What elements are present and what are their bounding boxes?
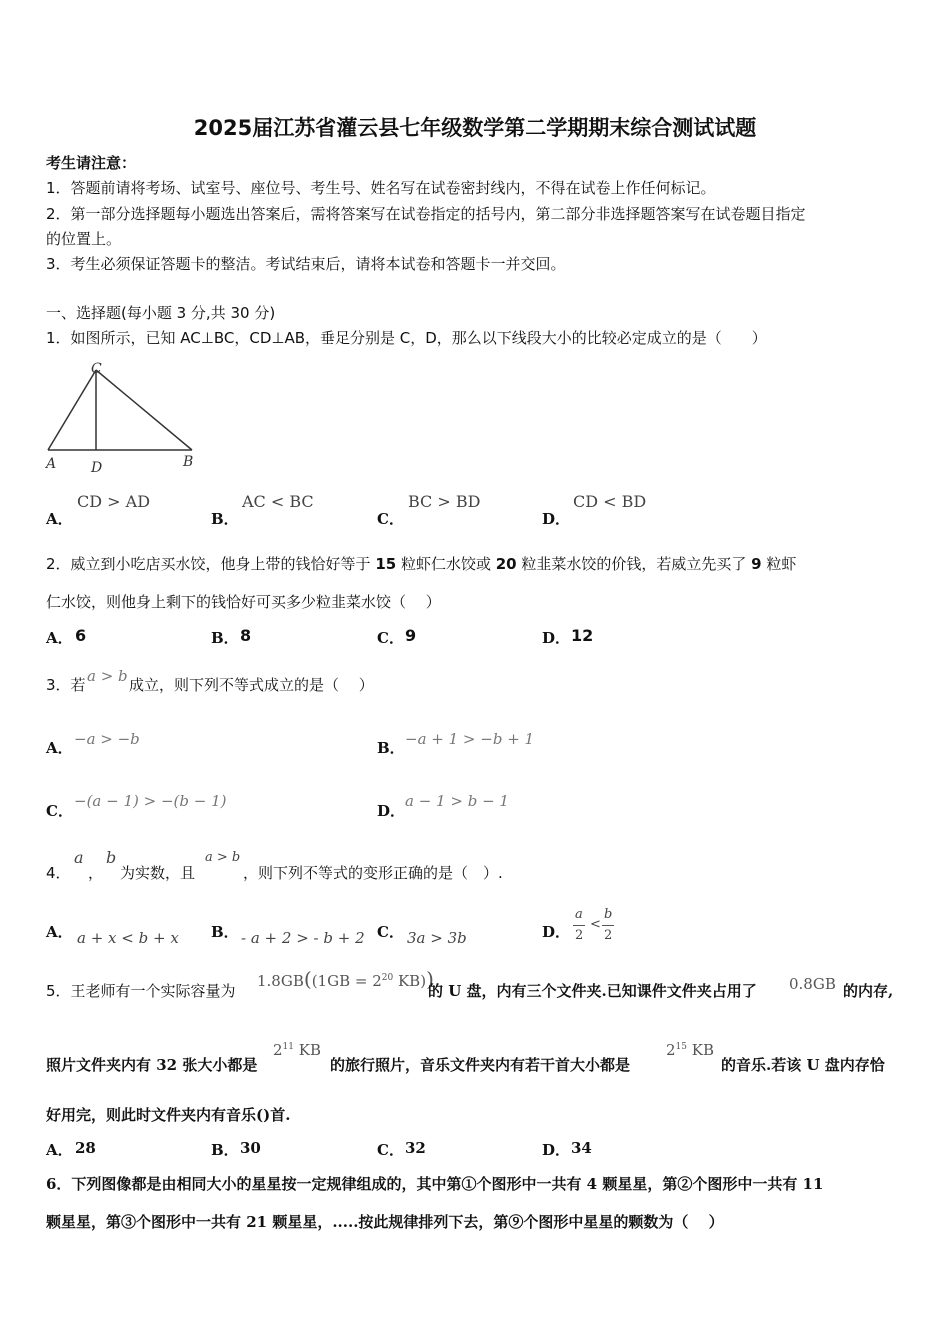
power-unit: KB [687,1041,714,1059]
q2-stem-line1 [46,553,796,574]
label-d: D [91,460,103,476]
q4-number: 4． [46,864,71,882]
q4-option-a-label: A． [46,923,73,941]
q5-line2-a: 照片文件夹内有 32 张大小都是 [46,1056,258,1074]
fraction-bar [602,925,614,926]
q2-option-b-label: B． [211,629,239,647]
q2-option-c: 9 [405,626,417,645]
segment-cb [96,370,192,450]
q4-option-c: 3a > 3b [407,929,467,947]
power-exponent: 11 [282,1042,294,1052]
q5-gb-def: (1GB = 2 [311,972,382,990]
q5-option-c-label: C． [377,1141,404,1159]
q4-option-b-label: B． [211,923,239,941]
fraction-bar [573,925,585,926]
q4-option-a: a + x < b + x [77,929,179,947]
q2-number: 15 [375,555,397,573]
q5-capacity: $1.8GB((1GB = 2^{20}$ KB)) [257,967,434,991]
label-b: B [183,454,194,470]
q1-option-c: BC > BD [408,492,481,511]
q1-option-b: AC < BC [242,492,314,511]
q1-option-b-label: B． [211,510,239,528]
q5-exponent: 20 [381,973,394,983]
q2-number: 20 [495,555,517,573]
q2-text: 2．威立到小吃店买水饺，他身上带的钱恰好等于 [46,555,376,573]
q4-option-d-label: D． [542,923,571,941]
q3-option-b-label: B． [377,739,405,757]
section-heading: 一、选择题(每小题 3 分,共 30 分) [46,304,276,322]
q5-unit: KB) [393,972,427,990]
q3-option-c: −(a − 1) > −(b − 1) [74,792,227,810]
q4-comma: ， [88,864,104,882]
notice-item: 3．考生必须保证答题卡的整洁。考试结束后，请将本试卷和答题卡一并交回。 [46,255,566,273]
q4-var-a: a [74,848,84,867]
q5-stem-pre: 5．王老师有一个实际容量为 [46,982,236,1000]
label-a: A [46,456,57,472]
q3-stem-post: 成立，则下列不等式成立的是（ ） [129,676,374,694]
q5-option-d-label: D． [542,1141,571,1159]
q4-stem-mid: 为实数，且 [120,864,196,882]
segment-ac [48,370,96,450]
power-unit: KB [294,1041,321,1059]
q1-triangle-figure [40,358,210,478]
q5-line2-b: 的旅行照片，音乐文件夹内有若干首大小都是 [330,1056,631,1074]
q1-option-a-label: A． [46,510,73,528]
q2-option-b: 8 [240,626,252,645]
q3-option-b: −a + 1 > −b + 1 [405,730,535,748]
less-than: < [590,917,601,932]
q4-option-b: - a + 2 > - b + 2 [241,929,365,947]
fraction-denominator: 2 [604,928,613,943]
q5-option-b-label: B． [211,1141,239,1159]
q4-stem-post: ，则下列不等式的变形正确的是（ ）. [243,864,503,882]
q5-music-size [666,1041,714,1059]
q3-option-a: −a > −b [74,730,140,748]
q5-line3: 好用完，则此时文件夹内有音乐()首. [46,1106,291,1124]
power-exponent: 15 [675,1042,687,1052]
q3-stem-pre: 3．若 [46,676,86,694]
q5-capacity-value: 1.8GB [257,972,304,990]
q5-option-a-label: A． [46,1141,73,1159]
page-title: 2025届江苏省灌云县七年级数学第二学期期末综合测试试题 [193,116,757,140]
q1-option-d-label: D． [542,510,571,528]
label-c: C [91,361,102,377]
notice-heading: 考生请注意： [46,154,137,172]
fraction-denominator: 2 [575,928,584,943]
q5-option-a: 28 [75,1139,96,1157]
q5-line2-c: 的音乐.若该 U 盘内存恰 [721,1056,885,1074]
q5-stem-post2: 的内存, [843,982,894,1000]
q5-photo-size [273,1041,321,1059]
q4-condition: a > b [205,850,241,865]
q2-stem-line2: 仁水饺，则他身上剩下的钱恰好可买多少粒韭菜水饺（ ） [46,593,441,611]
q3-option-a-label: A． [46,739,73,757]
q6-stem-line2: 颗星星，第③个图形中一共有 21 颗星星，.....按此规律排列下去，第⑨个图形中星星的颗数为（ ） [46,1213,724,1231]
q2-text: 粒虾 [761,555,797,573]
q2-option-d: 12 [571,626,594,645]
q1-option-d: CD < BD [573,492,647,511]
fraction-numerator: b [604,907,613,922]
q5-stem-post1: 的 U 盘，内有三个文件夹.已知课件文件夹占用了 [428,982,757,1000]
q3-option-c-label: C． [46,802,73,820]
fraction-numerator: a [575,907,583,922]
q4-option-d [573,907,619,947]
q1-stem: 1．如图所示，已知 AC⊥BC，CD⊥AB，垂足分别是 C，D，那么以下线段大小的比较必定成立的是（ ） [46,329,767,347]
q4-option-c-label: C． [377,923,404,941]
q5-option-d: 34 [571,1139,592,1157]
q2-option-a: 6 [75,626,87,645]
notice-item: 的位置上。 [46,230,122,248]
q1-option-c-label: C． [377,510,404,528]
q5-used: 0.8GB [789,975,836,993]
q3-option-d: a − 1 > b − 1 [405,792,509,810]
q2-option-c-label: C． [377,629,404,647]
q1-option-a: CD > AD [77,492,151,511]
q2-option-d-label: D． [542,629,571,647]
notice-item: 1．答题前请将考场、试室号、座位号、考生号、姓名写在试卷密封线内，不得在试卷上作任何标记。 [46,179,716,197]
power-base: 2 [666,1041,676,1059]
q2-text: 粒韭菜水饺的价钱，若威立先买了 [516,555,752,573]
q2-text: 粒虾仁水饺或 [396,555,496,573]
q6-stem-line1: 6．下列图像都是由相同大小的星星按一定规律组成的，其中第①个图形中一共有 4 颗星星，第②个图形中一共有 11 [46,1175,824,1193]
q3-option-d-label: D． [377,802,406,820]
q4-var-b: b [106,848,117,867]
q2-number: 9 [751,555,762,573]
q2-option-a-label: A． [46,629,73,647]
q5-option-c: 32 [405,1139,426,1157]
q3-condition: a > b [87,667,128,685]
notice-item: 2．第一部分选择题每小题选出答案后，需将答案写在试卷指定的括号内，第二部分非选择题答案写在试卷题目指定 [46,205,806,223]
q5-option-b: 30 [240,1139,261,1157]
power-base: 2 [273,1041,283,1059]
